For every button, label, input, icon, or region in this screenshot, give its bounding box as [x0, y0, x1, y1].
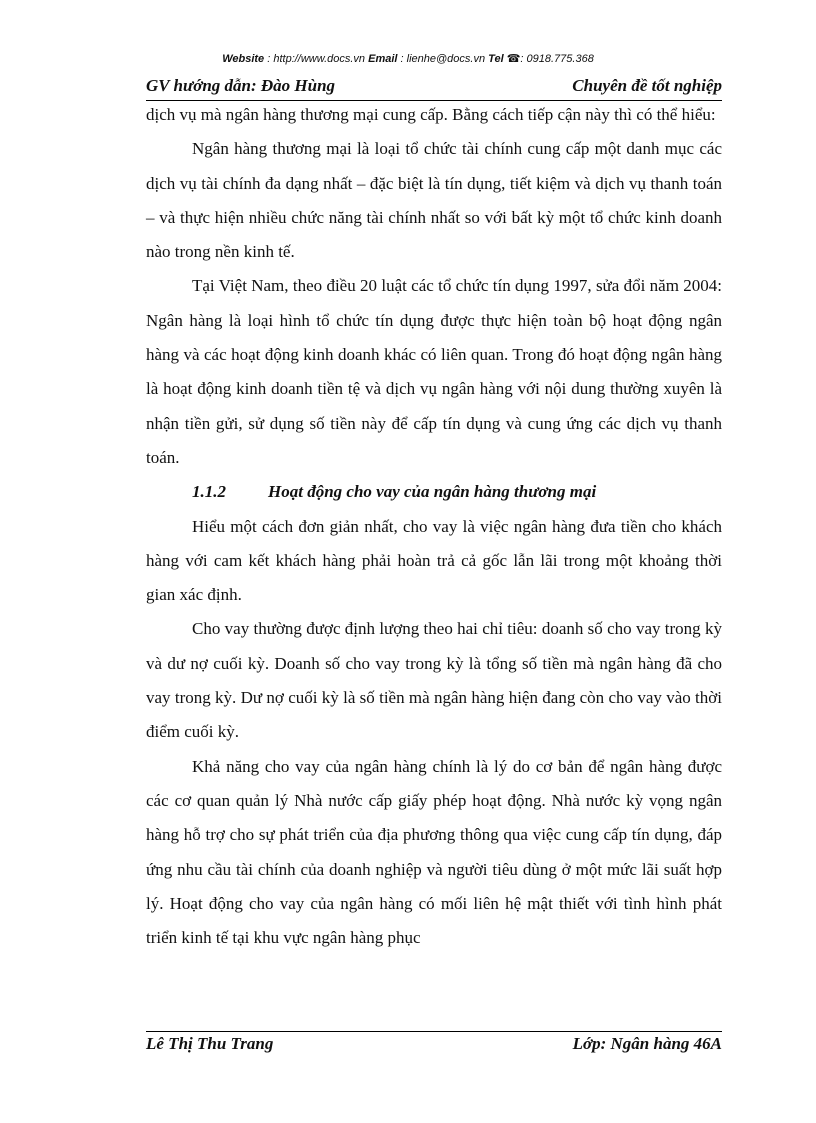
paragraph-3: Tại Việt Nam, theo điều 20 luật các tổ chức tín dụng 1997, sửa đổi năm 2004: Ngân hàng là loại hình tổ chức tín dụng được thực hiện toàn bộ hoạt động ngân hàng và các hoạt động kinh doanh khác có liên quan. Trong đó hoạt động ngân hàng là hoạt động kinh doanh tiền tệ và dịch vụ ngân hàng với nội dung thường xuyên là nhận tiền gửi, sử dụng số tiền này để cấp tín dụng và cung ứng các dịch vụ thanh toán.	[146, 276, 722, 467]
paragraph-6: Khả năng cho vay của ngân hàng chính là lý do cơ bản để ngân hàng được các cơ quan quản lý Nhà nước cấp giấy phép hoạt động. Nhà nước kỳ vọng ngân hàng hỗ trợ cho sự phát triển của địa phương thông qua việc cung cấp tín dụng, đáp ứng nhu cầu tài chính của doanh nghiệp và người tiêu dùng ở một mức lãi suất hợp lý. Hoạt động cho vay của ngân hàng có mối liên hệ mật thiết với tình hình phát triển kinh tế tại khu vực ngân hàng phục	[146, 756, 722, 948]
paragraph-4: Hiểu một cách đơn giản nhất, cho vay là việc ngân hàng đưa tiền cho khách hàng với cam kết khách hàng phải hoàn trả cả gốc lẫn lãi trong một khoảng thời gian xác định.	[146, 516, 722, 605]
section-number: 1.1.2	[192, 482, 226, 502]
paragraph-1: dịch vụ mà ngân hàng thương mại cung cấp. Bằng cách tiếp cận này thì có thể hiểu:	[146, 105, 716, 124]
phone-number: : 0918.775.368	[520, 53, 594, 65]
body-text	[146, 98, 722, 955]
email-address[interactable]: : lienhe@docs.vn	[397, 53, 489, 65]
footer-class: Lớp: Ngân hàng 46A	[572, 1034, 722, 1053]
website-label: Website	[222, 53, 265, 65]
page-footer	[146, 1031, 722, 1058]
paragraph-5: Cho vay thường được định lượng theo hai chỉ tiêu: doanh số cho vay trong kỳ và dư nợ cuối kỳ. Doanh số cho vay trong kỳ là tổng số tiền mà ngân hàng đã cho vay trong kỳ. Dư nợ cuối kỳ là số tiền mà ngân hàng hiện đang còn cho vay vào thời điểm cuối kỳ.	[146, 619, 722, 742]
paragraph-2: Ngân hàng thương mại là loại tổ chức tài chính cung cấp một danh mục các dịch vụ tài chính đa dạng nhất – đặc biệt là tín dụng, tiết kiệm và dịch vụ thanh toán – và thực hiện nhiều chức năng tài chính nhất so với bất kỳ một tổ chức kinh doanh nào trong nền kinh tế.	[146, 139, 722, 262]
section-heading	[146, 475, 722, 509]
footer-author: Lê Thị Thu Trang	[146, 1034, 274, 1053]
website-bar	[0, 52, 816, 65]
header-doc-type: Chuyên đề tốt nghiệp	[572, 76, 722, 95]
section-title: Hoạt động cho vay của ngân hàng thương mại	[268, 482, 597, 502]
email-label: Email	[368, 53, 398, 65]
tel-label: Tel	[488, 53, 504, 65]
phone-icon: ☎	[506, 53, 521, 65]
header-advisor: GV hướng dẫn: Đào Hùng	[146, 76, 336, 95]
website-url[interactable]: : http://www.docs.vn	[264, 53, 369, 65]
